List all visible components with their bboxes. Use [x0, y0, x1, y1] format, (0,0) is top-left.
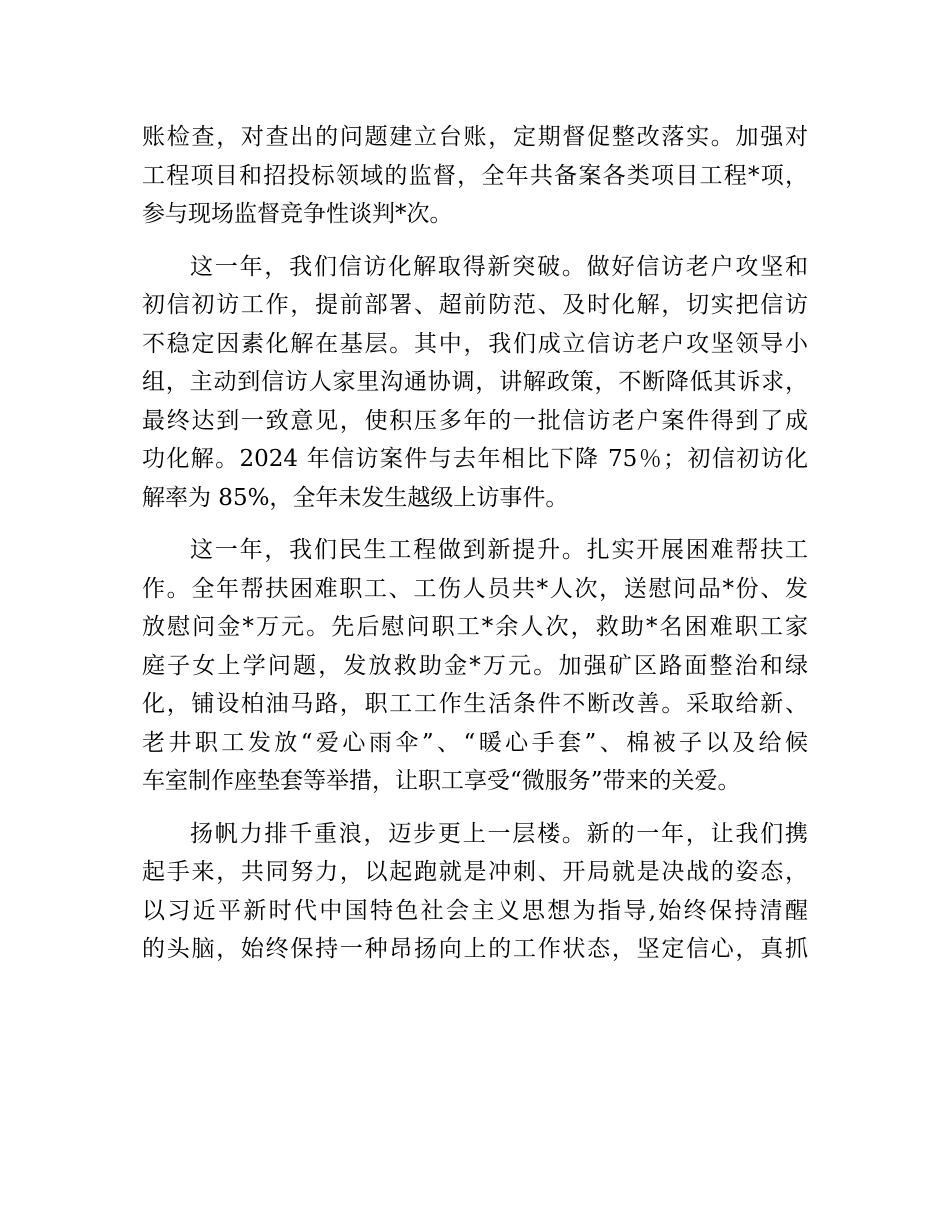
text-line: 账检查，对查出的问题建立台账，定期督促整改落实。加强对	[142, 124, 808, 150]
paragraph-gap	[142, 234, 808, 248]
text-line: 庭子女上学问题，发放救助金*万元。加强矿区路面整治和绿	[142, 652, 808, 679]
paragraph-3	[142, 531, 808, 801]
paragraph-4	[142, 815, 808, 969]
text-line: 化，铺设柏油马路，职工工作生活条件不断改善。采取给新、	[142, 691, 808, 717]
text-line: 起手来，共同努力，以起跑就是冲刺、开局就是决战的姿态，	[142, 859, 808, 885]
text-line: 最终达到一致意见，使积压多年的一批信访老户案件得到了成	[142, 407, 808, 434]
text-line: 放慰问金*万元。先后慰问职工*余人次，救助*名困难职工家	[142, 614, 808, 640]
text-line: 老井职工发放“爱心雨伞”、“暖心手套”、棉被子以及给候	[142, 729, 808, 756]
text-line: 车室制作座垫套等举措，让职工享受“微服务”带来的关爱。	[142, 768, 741, 794]
text-line: 作。全年帮扶困难职工、工伤人员共*人次，送慰问品*份、发	[142, 575, 808, 602]
text-line: 以习近平新时代中国特色社会主义思想为指导,始终保持清醒	[142, 897, 808, 924]
paragraph-1	[142, 118, 808, 234]
text-line: 扬帆力排千重浪，迈步更上一层楼。新的一年，让我们携	[190, 820, 808, 847]
text-line: 不稳定因素化解在基层。其中，我们成立信访老户攻坚领导小	[142, 330, 808, 357]
paragraph-gap	[142, 801, 808, 815]
text-line: 组，主动到信访人家里沟通协调，讲解政策，不断降低其诉求，	[142, 369, 808, 395]
paragraph-2	[142, 248, 808, 518]
text-line: 解率为 85%，全年未发生越级上访事件。	[142, 484, 569, 511]
text-line: 工程项目和招投标领域的监督，全年共备案各类项目工程*项，	[142, 162, 808, 189]
text-line: 这一年，我们信访化解取得新突破。做好信访老户攻坚和	[190, 253, 808, 280]
paragraph-gap	[142, 517, 808, 531]
text-line: 参与现场监督竞争性谈判*次。	[142, 201, 453, 227]
document-body	[142, 118, 808, 969]
text-line: 初信初访工作，提前部署、超前防范、及时化解，切实把信访	[142, 292, 808, 318]
text-line: 这一年，我们民生工程做到新提升。扎实开展困难帮扶工	[190, 537, 808, 563]
text-line: 功化解。2024 年信访案件与去年相比下降 75％；初信初访化	[142, 446, 808, 472]
text-line: 的头脑，始终保持一种昂扬向上的工作状态，坚定信心，真抓	[142, 936, 808, 962]
